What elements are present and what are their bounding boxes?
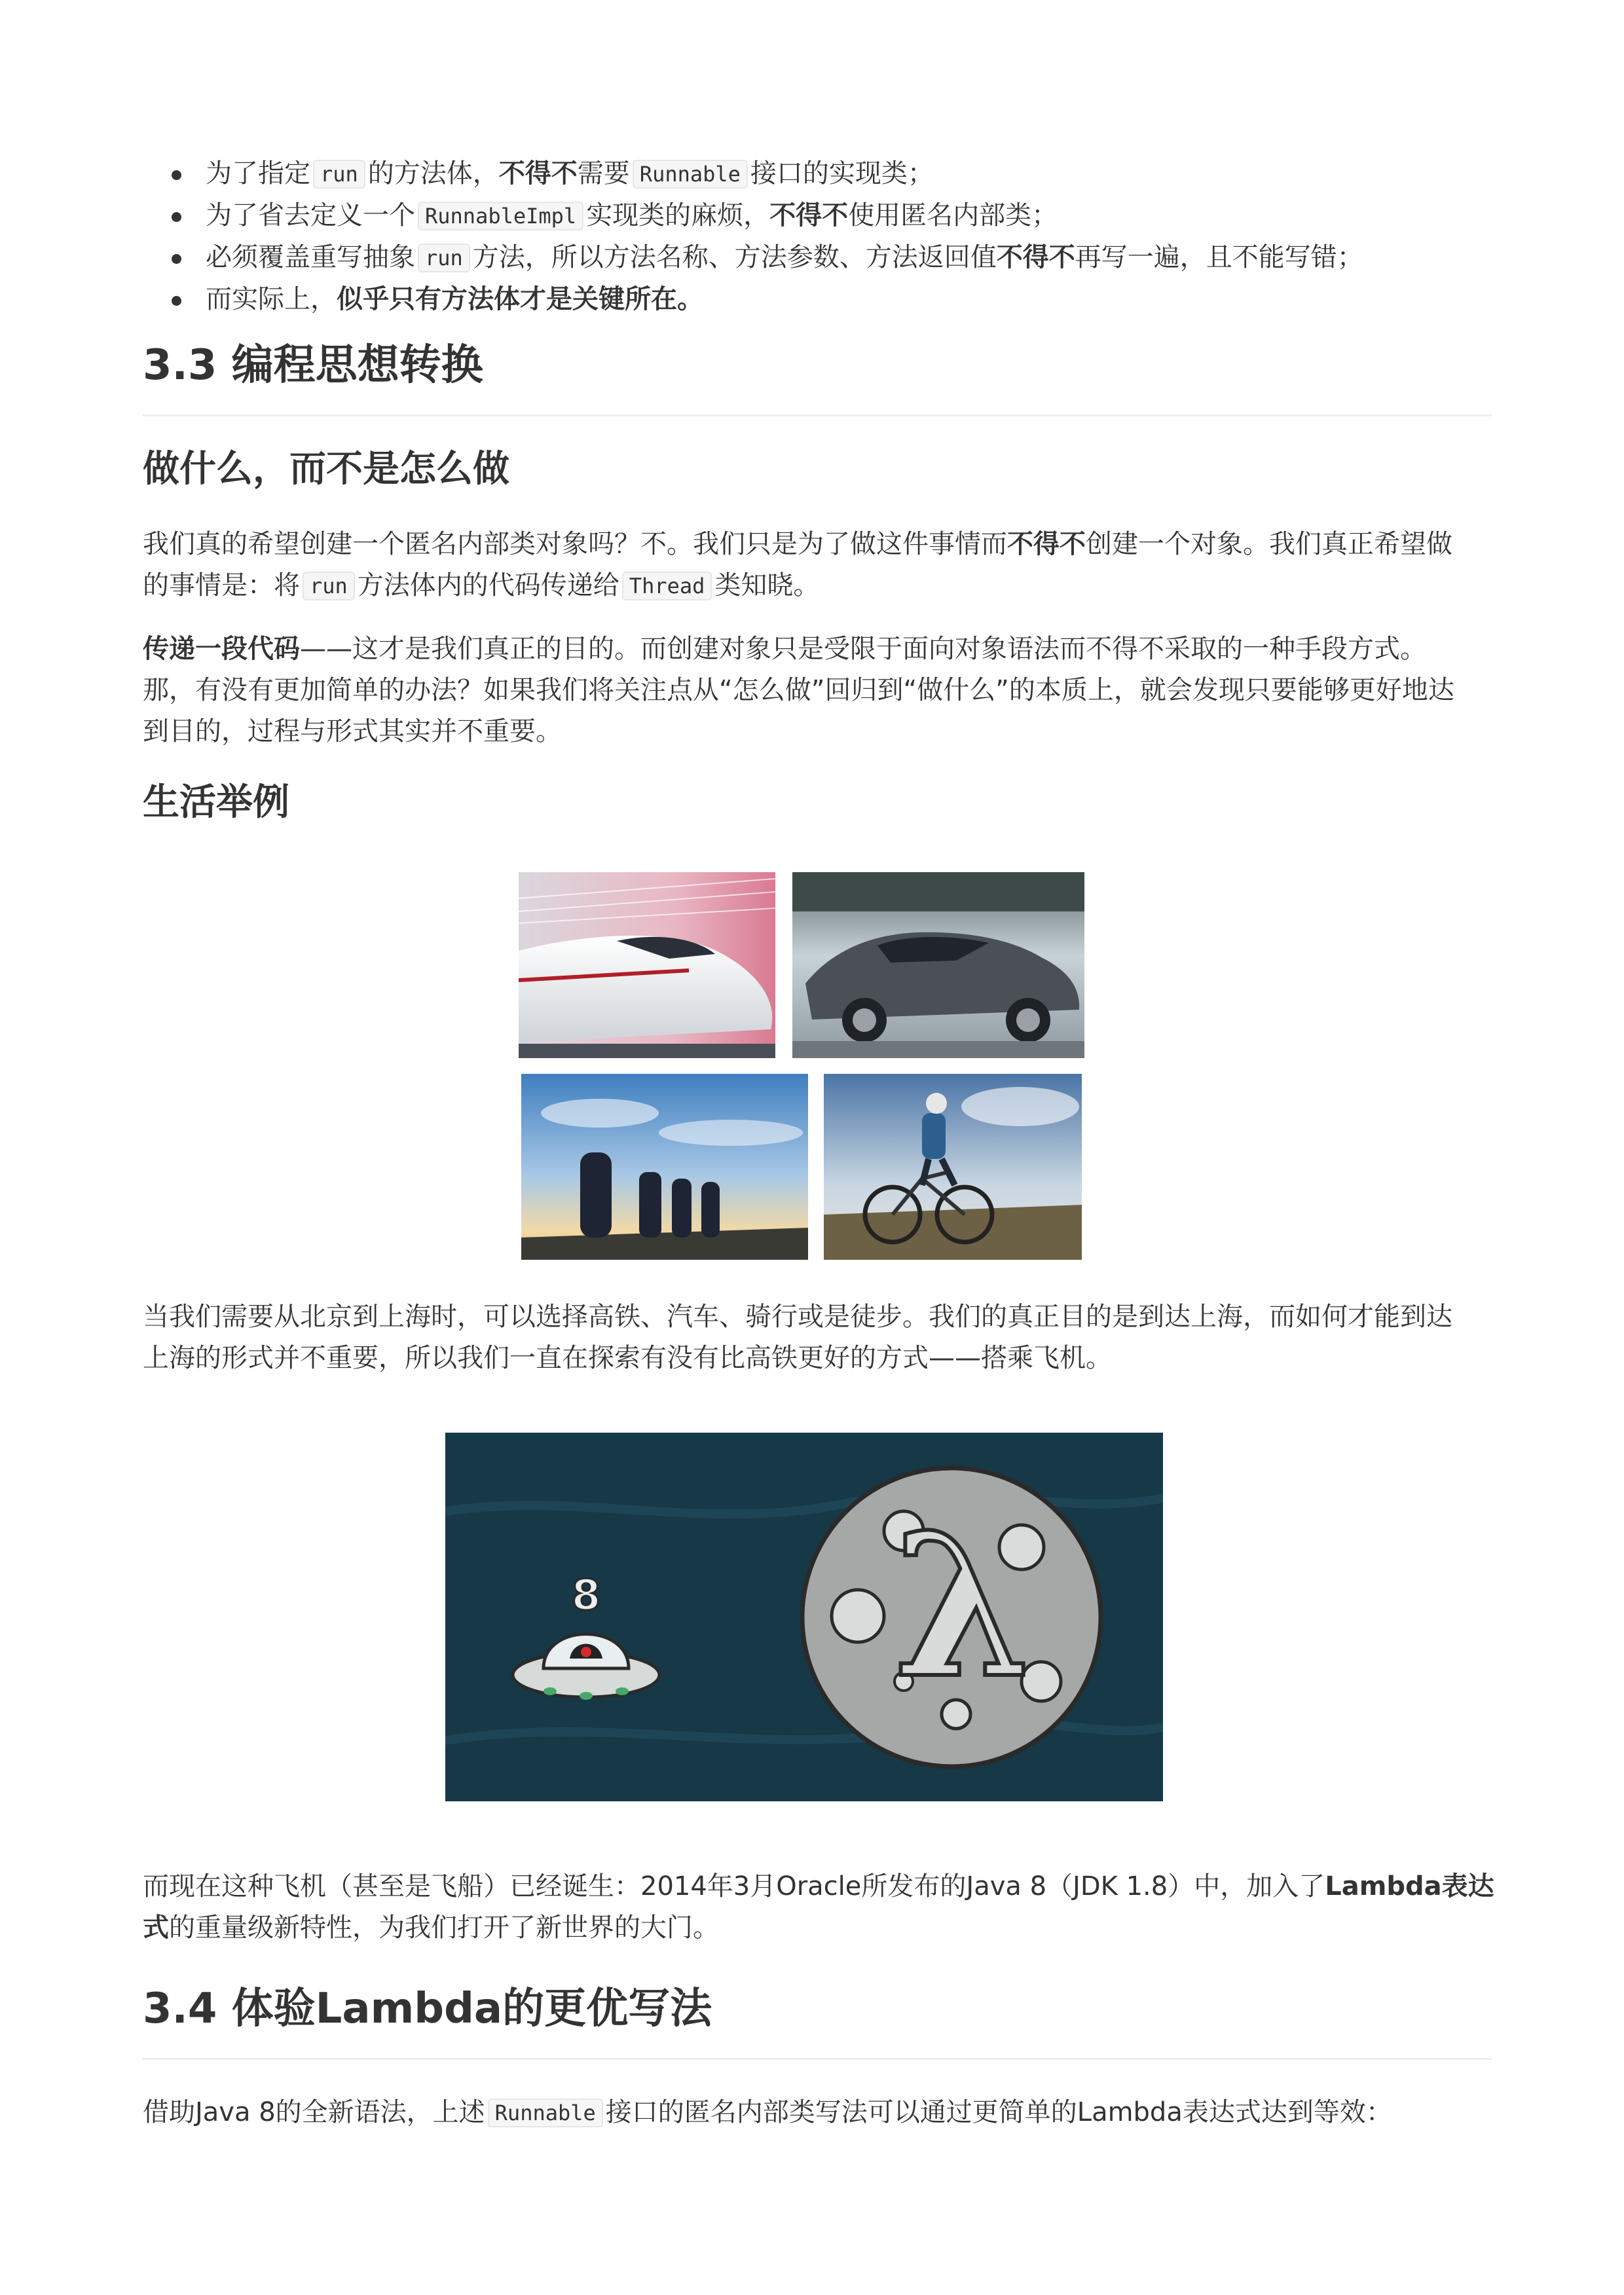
bold-text: 不得不: [1007, 529, 1086, 559]
list-item: [143, 153, 1492, 195]
text-run: 需要: [577, 158, 630, 189]
text-run: 接口的匿名内部类写法可以通过更简单的Lambda表达式达到等效：: [605, 2097, 1392, 2127]
text-run: 为了指定: [206, 158, 310, 189]
inline-code: run: [418, 244, 470, 272]
text-run: 而实际上，: [206, 284, 337, 314]
text-run: 的重量级新特性，为我们打开了新世界的大门。: [169, 1913, 719, 1943]
bullet-list: [143, 153, 1492, 320]
lambda-moon-illustration: [802, 1468, 1101, 1767]
text-line: [143, 1296, 1492, 1338]
bold-text: 不得不: [996, 242, 1075, 272]
text-run: 再写一遍，且不能写错；: [1075, 242, 1363, 272]
heading-divider: [143, 2058, 1492, 2060]
text-run: 必须覆盖重写抽象: [206, 242, 415, 272]
subheading-what-not-how: 做什么，而不是怎么做: [143, 448, 509, 490]
bold-text: Lambda表达: [1325, 1871, 1494, 1901]
paragraph-travel-analogy: [143, 1296, 1492, 1379]
list-item: [143, 279, 1492, 320]
text-run: 当我们需要从北京到上海时，可以选择高铁、汽车、骑行或是徒步。我们的真正目的是到达上海，而如何才能到达: [143, 1302, 1452, 1332]
text-run: 的事情是：将: [143, 570, 300, 600]
inline-code: Thread: [622, 572, 712, 600]
bold-text: 传递一段代码: [143, 634, 300, 664]
text-line: [143, 711, 1492, 752]
text-run: 方法，所以方法名称、方法参数、方法返回值: [472, 242, 997, 272]
section-heading-3-3: 3.3 编程思想转换: [143, 341, 483, 390]
inline-code: RunnableImpl: [418, 202, 583, 230]
text-line: [143, 1866, 1492, 1907]
paragraph-lambda-intro: [143, 2092, 1492, 2134]
bold-text: 式: [143, 1913, 169, 1943]
text-run: 类知晓。: [714, 570, 820, 600]
bold-text: 不得不: [498, 158, 578, 189]
text-run: 借助Java 8的全新语法，上述: [143, 2097, 485, 2127]
text-run: 上海的形式并不重要，所以我们一直在探索有没有比高铁更好的方式——搭乘飞机。: [143, 1343, 1112, 1373]
text-line: [143, 670, 1492, 711]
text-run: 方法体内的代码传递给: [357, 570, 619, 600]
text-line: [143, 1338, 1492, 1379]
text-run: 到目的，过程与形式其实并不重要。: [143, 716, 562, 746]
text-run: 创建一个对象。我们真正希望做: [1086, 529, 1452, 559]
text-line: [143, 524, 1492, 565]
bold-text: 似乎只有方法体才是关键所在。: [337, 284, 703, 314]
lambda-symbol: λ: [893, 1490, 1032, 1721]
section-heading-3-4: 3.4 体验Lambda的更优写法: [143, 1985, 712, 2033]
paragraph-pass-code: [143, 629, 1492, 752]
text-line: [143, 2092, 1492, 2134]
list-item: [143, 237, 1492, 279]
text-run: 而现在这种飞机（甚至是飞船）已经诞生：2014年3月Oracle所发布的Java 8（JDK 1.8）中，加入了: [143, 1871, 1325, 1901]
car-photo: [792, 872, 1084, 1058]
text-run: 的方法体，: [367, 158, 499, 189]
text-line: [143, 565, 1492, 607]
inline-code: run: [313, 160, 365, 189]
java-lambda-illustration: [445, 1433, 1163, 1801]
text-run: 实现类的麻烦，: [586, 200, 770, 230]
ufo-badge-label: 8: [571, 1571, 601, 1620]
text-run: 使用匿名内部类；: [848, 200, 1058, 230]
text-run: 我们真的希望创建一个匿名内部类对象吗？不。我们只是为了做这件事情而: [143, 529, 1007, 559]
cyclist-photo: [824, 1074, 1082, 1260]
paragraph-java8-release: [143, 1866, 1492, 1949]
subheading-life-example: 生活举例: [143, 781, 289, 824]
inline-code: Runnable: [633, 160, 748, 189]
text-run: 为了省去定义一个: [206, 200, 415, 230]
inline-code: run: [303, 572, 355, 600]
high-speed-train-photo: [519, 872, 775, 1058]
text-run: ——这才是我们真正的目的。而创建对象只是受限于面向对象语法而不得不采取的一种手段方式。: [300, 634, 1426, 664]
inline-code: Runnable: [488, 2099, 603, 2127]
heading-divider: [143, 414, 1492, 416]
text-run: 接口的实现类；: [750, 158, 934, 189]
text-run: 那，有没有更加简单的办法？如果我们将关注点从“怎么做”回归到“做什么”的本质上，就会发现只要能够更好地达: [143, 675, 1454, 705]
text-line: [143, 629, 1492, 670]
hikers-photo: [521, 1074, 808, 1260]
list-item: [143, 195, 1492, 237]
paragraph-anonymous-class: [143, 524, 1492, 607]
text-line: [143, 1907, 1492, 1949]
bold-text: 不得不: [769, 200, 849, 230]
